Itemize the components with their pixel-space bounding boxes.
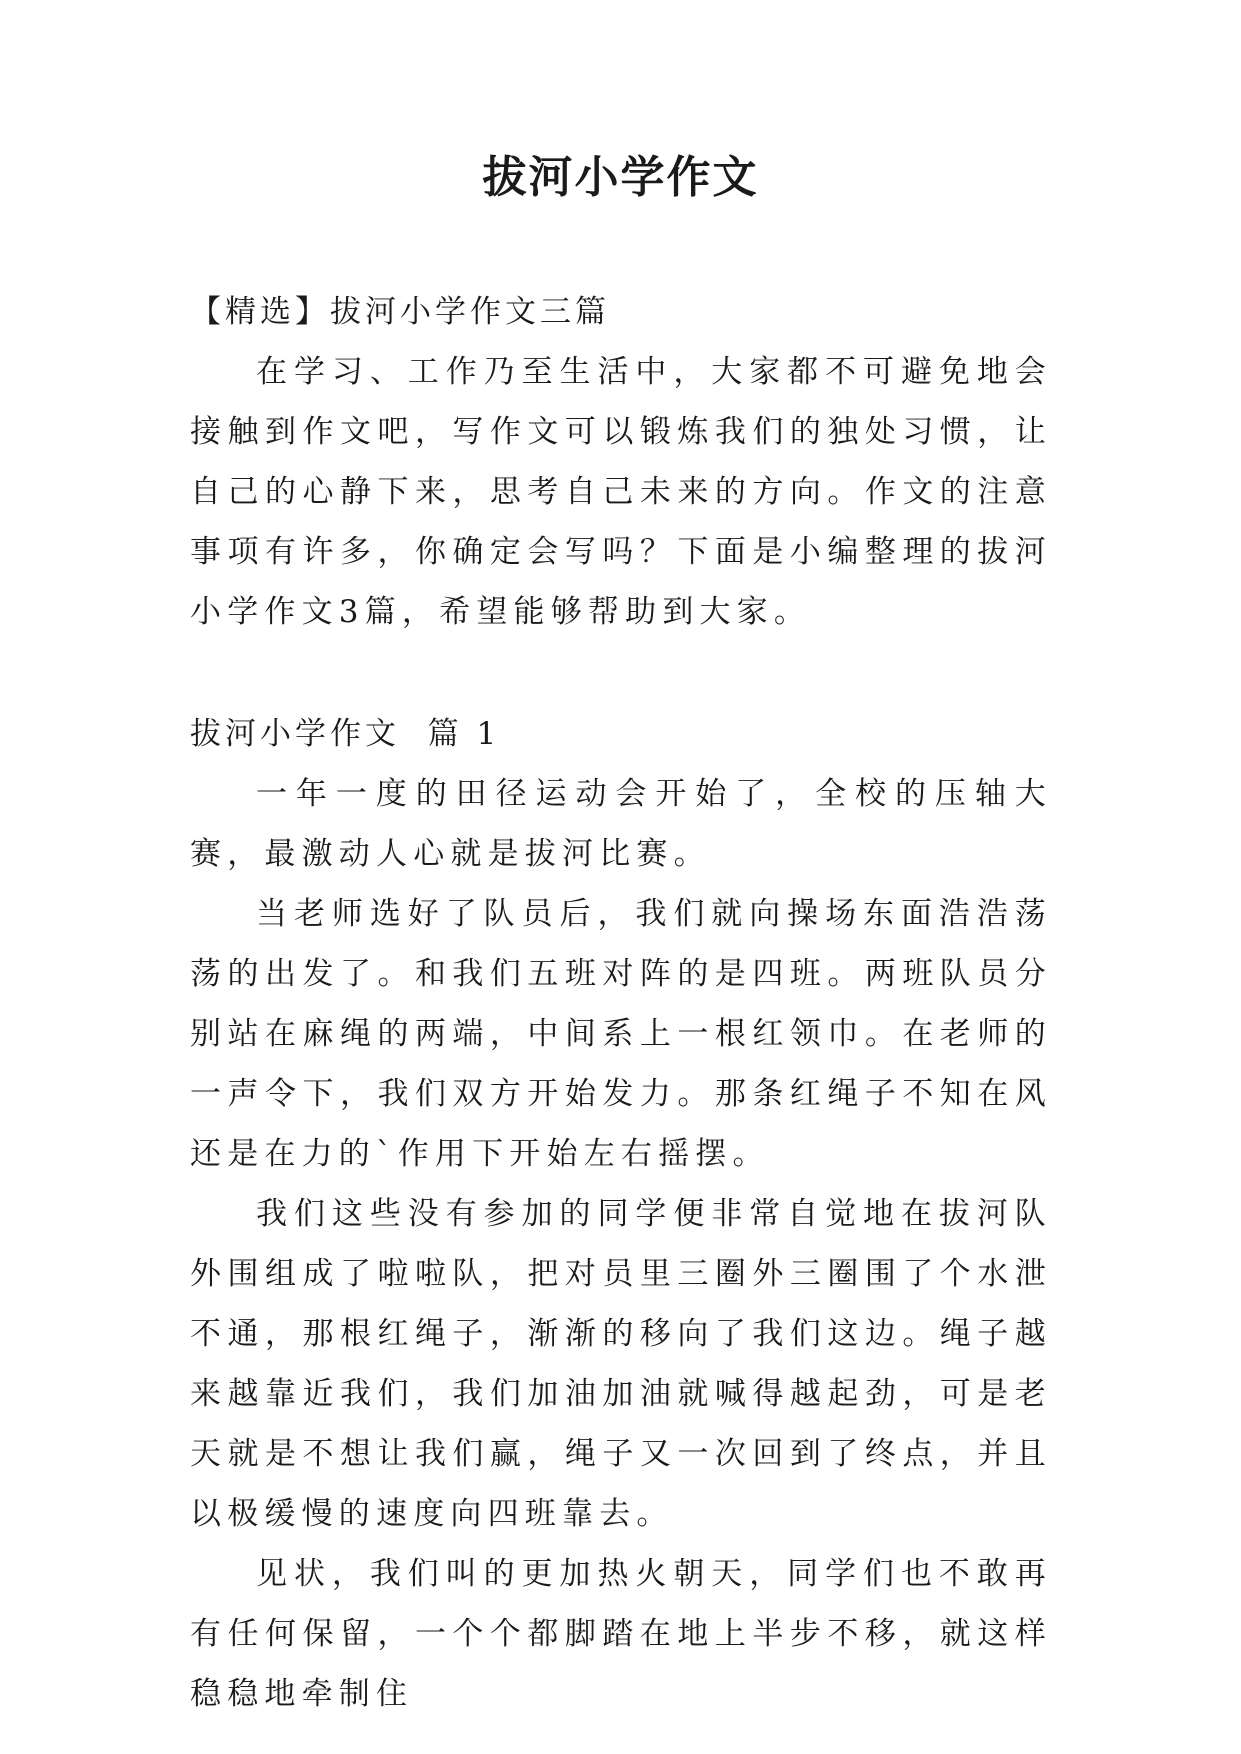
document-body: [190, 282, 1052, 1724]
section-gap: [190, 642, 1052, 704]
section-title: 拔河小学作文 篇 1: [190, 716, 501, 752]
body-paragraph: 我们这些没有参加的同学便非常自觉地在拔河队外围组成了啦啦队，把对员里三圈外三圈围了个水泄不通，那根红绳子，渐渐的移向了我们这边。绳子越来越靠近我们，我们加油加油就喊得越起劲，可是老天就是不想让我们赢，绳子又一次回到了终点，并且以极缓慢的速度向四班靠去。: [190, 1196, 1052, 1532]
intro-paragraph: 在学习、工作乃至生活中，大家都不可避免地会接触到作文吧，写作文可以锻炼我们的独处习惯，让自己的心静下来，思考自己未来的方向。作文的注意事项有许多，你确定会写吗？下面是小编整理的拔河小学作文3篇，希望能够帮助到大家。: [190, 354, 1052, 630]
body-paragraph: 见状，我们叫的更加热火朝天，同学们也不敢再有任何保留，一个个都脚踏在地上半步不移，就这样稳稳地牵制住: [190, 1556, 1052, 1712]
document-title: 拔河小学作文: [482, 152, 759, 203]
body-paragraph: 当老师选好了队员后，我们就向操场东面浩浩荡荡的出发了。和我们五班对阵的是四班。两班队员分别站在麻绳的两端，中间系上一根红领巾。在老师的一声令下，我们双方开始发力。那条红绳子不知在风还是在力的`作用下开始左右摇摆。: [190, 896, 1052, 1172]
document-heading: 【精选】拔河小学作文三篇: [190, 294, 610, 330]
body-paragraph: 一年一度的田径运动会开始了，全校的压轴大赛，最激动人心就是拔河比赛。: [190, 776, 1052, 872]
